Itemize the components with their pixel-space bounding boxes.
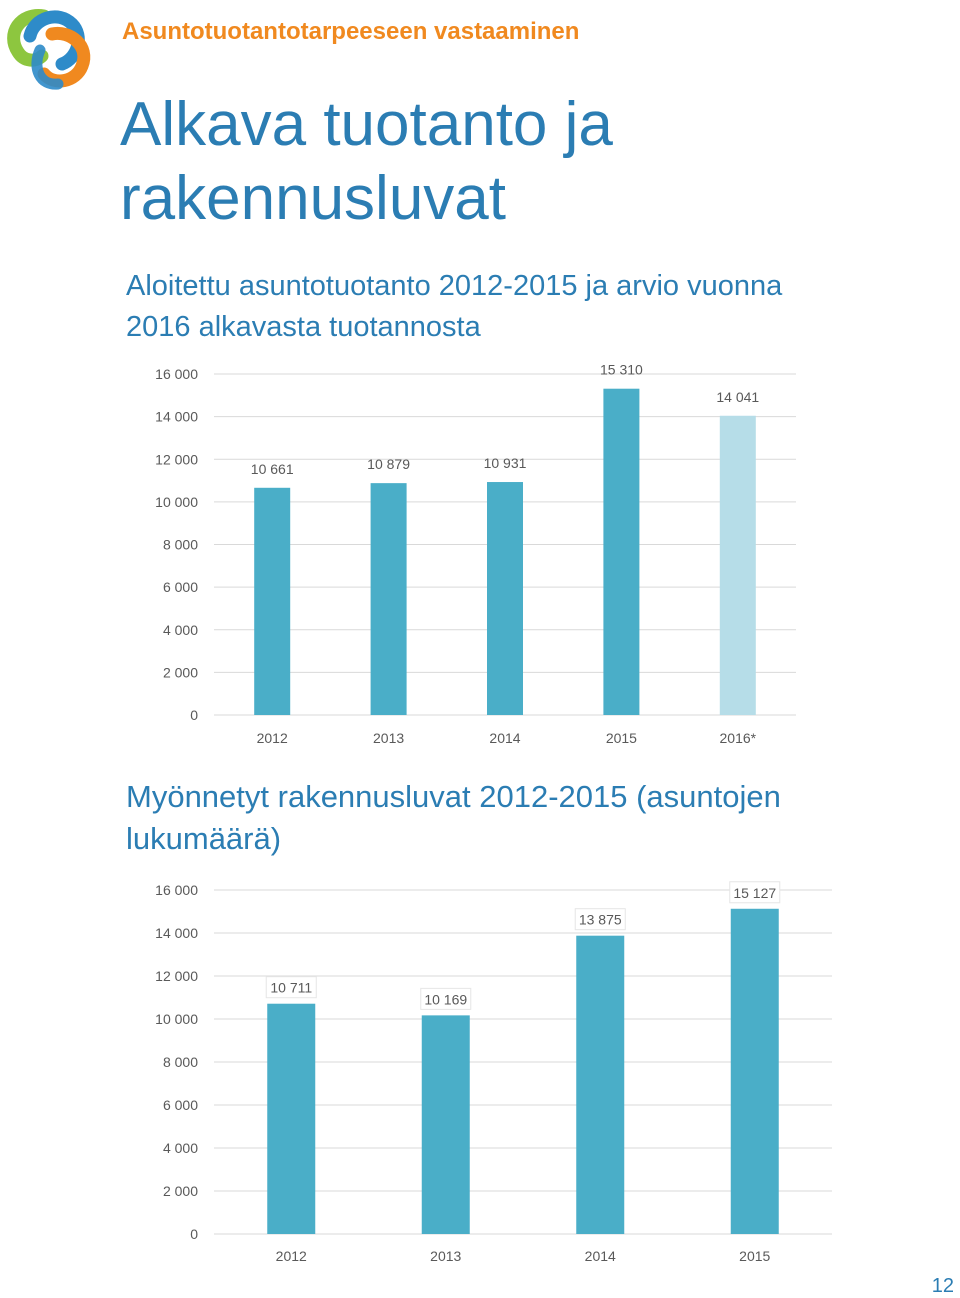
data-label: 14 041 — [716, 388, 760, 405]
data-label: 10 169 — [424, 991, 468, 1008]
data-label: 10 879 — [367, 456, 411, 473]
data-label: 10 661 — [250, 460, 294, 477]
data-label: 15 310 — [599, 361, 643, 378]
y-tick-label: 12 000 — [155, 968, 198, 984]
y-tick-label: 6 000 — [162, 579, 198, 596]
logo-icon — [6, 6, 94, 90]
bar-2014 — [487, 482, 523, 715]
chart-title-rakennusluvat: Myönnetyt rakennusluvat 2012-2015 (asuntojen lukumäärä) — [126, 779, 781, 856]
y-tick-label: 16 000 — [155, 882, 198, 898]
x-tick-label: 2015 — [605, 730, 637, 746]
y-tick-label: 16 000 — [155, 366, 198, 382]
chart-rakennusluvat — [0, 866, 960, 1276]
x-tick-label: 2014 — [489, 730, 521, 746]
bar-2013 — [371, 483, 407, 715]
bar-2015 — [731, 909, 779, 1234]
bar-2012 — [254, 488, 290, 715]
data-label: 10 711 — [270, 979, 313, 996]
y-tick-label: 4 000 — [162, 1140, 198, 1156]
section-title: Asuntotuotantotarpeeseen vastaaminen — [122, 18, 580, 45]
x-tick-label: 2014 — [584, 1248, 616, 1264]
x-tick-label: 2012 — [275, 1248, 307, 1264]
bar-2012 — [267, 1004, 315, 1234]
data-label: 10 931 — [483, 455, 527, 472]
data-label: 13 875 — [578, 911, 622, 928]
y-tick-label: 10 000 — [155, 1011, 198, 1027]
y-tick-label: 10 000 — [155, 493, 198, 510]
y-tick-label: 6 000 — [162, 1097, 198, 1113]
y-tick-label: 2 000 — [162, 664, 198, 681]
x-tick-label: 2013 — [373, 730, 405, 746]
chart-title-alkava-tuotanto: Aloitettu asuntotuotanto 2012-2015 ja arvio vuonna 2016 alkavasta tuotannosta — [126, 270, 783, 343]
y-tick-label: 14 000 — [155, 925, 198, 941]
x-tick-label: 2016* — [719, 730, 757, 746]
data-label: 15 127 — [733, 884, 777, 901]
chart-alkava-tuotanto — [0, 350, 960, 750]
x-tick-label: 2013 — [430, 1248, 462, 1264]
y-tick-label: 14 000 — [155, 408, 198, 425]
bar-2015 — [603, 389, 639, 715]
y-tick-label: 4 000 — [162, 621, 198, 638]
y-tick-label: 0 — [190, 1226, 198, 1242]
y-tick-label: 8 000 — [162, 536, 198, 553]
bar-2016 — [720, 416, 756, 715]
page-number: 12 — [931, 1275, 954, 1297]
x-tick-label: 2012 — [256, 730, 288, 746]
y-tick-label: 12 000 — [155, 451, 198, 468]
x-tick-label: 2015 — [739, 1248, 771, 1264]
bar-2013 — [422, 1015, 470, 1234]
y-tick-label: 2 000 — [162, 1183, 198, 1199]
y-tick-label: 0 — [190, 707, 198, 723]
y-tick-label: 8 000 — [162, 1054, 198, 1070]
bar-2014 — [576, 936, 624, 1234]
page-title: Alkava tuotanto ja rakennusluvat — [120, 90, 613, 233]
